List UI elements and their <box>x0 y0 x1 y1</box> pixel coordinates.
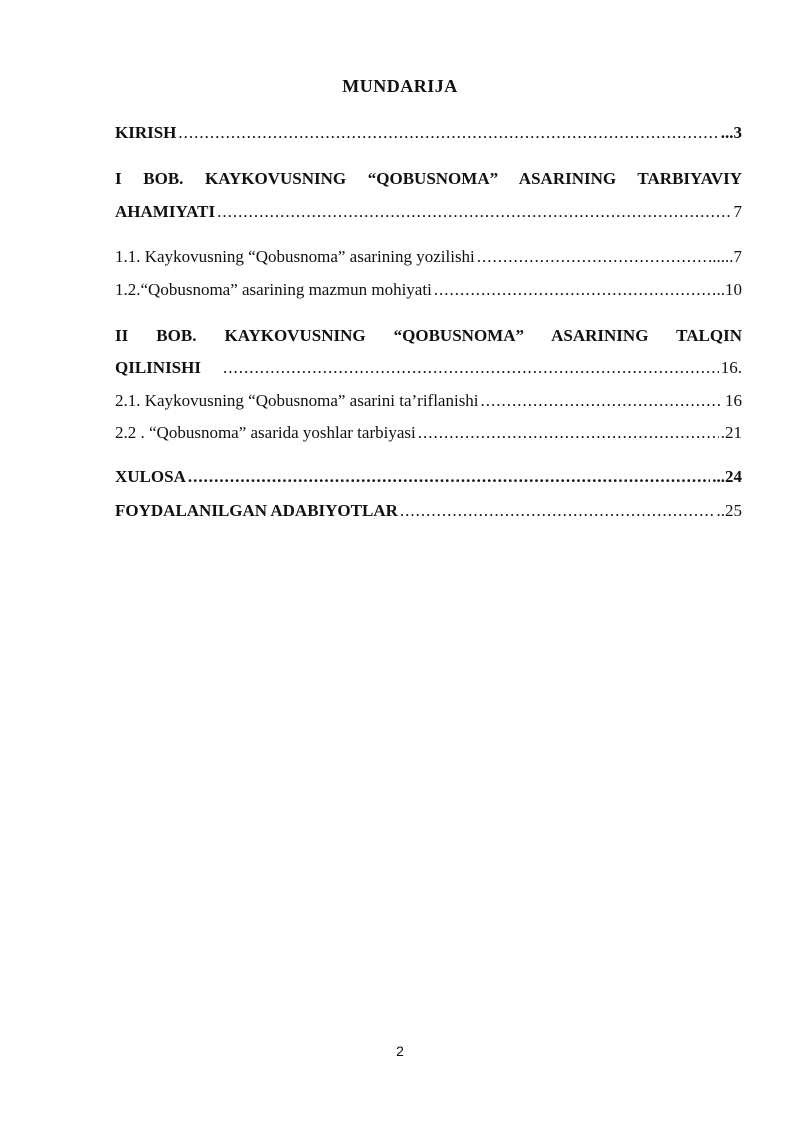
toc-entry-page: ...24 <box>712 467 742 486</box>
toc-entry-page: ...3 <box>720 123 742 142</box>
toc-entry-page: 16 <box>725 391 742 410</box>
toc-entry-page: ......7 <box>708 247 742 266</box>
toc-leader-dots <box>400 500 715 522</box>
toc-entry-label: QILINISHI <box>115 358 201 377</box>
toc-entry-chapter-2 <box>115 357 742 379</box>
toc-title: MUNDARIJA <box>342 76 458 96</box>
toc-leader-dots <box>477 246 706 268</box>
toc-entry-label: 1.2.“Qobusnoma” asarining mazmun mohiyati <box>115 280 432 299</box>
toc-entry-page: ..10 <box>716 280 742 299</box>
toc-entry-label: 2.1. Kaykovusning “Qobusnoma” asarini ta’riflanishi <box>115 391 479 410</box>
toc-entry-label: AHAMIYATI <box>115 202 216 221</box>
toc-entry-label: KIRISH <box>115 123 177 142</box>
toc-entry-page: 7 <box>733 202 742 221</box>
toc-entry-1-2 <box>115 279 742 301</box>
toc-chapter-1-line1: I BOB. KAYKOVUSNING “QOBUSNOMA” ASARINING TARBIYAVIY <box>115 169 742 188</box>
toc-leader-dots <box>217 201 731 223</box>
toc-chapter-2-line1: II BOB. KAYKOVUSNING “QOBUSNOMA” ASARINING TALQIN <box>115 326 742 345</box>
toc-entry-page: ..25 <box>716 501 742 520</box>
toc-entry-label: 1.1. Kaykovusning “Qobusnoma” asarining yozilishi <box>115 247 475 266</box>
toc-leader-dots <box>418 422 719 444</box>
toc-leader-dots <box>481 390 723 412</box>
toc-entry-chapter-1 <box>115 201 742 223</box>
toc-entry-label: FOYDALANILGAN ADABIYOTLAR <box>115 501 398 520</box>
toc-entry-label: XULOSA <box>115 467 186 486</box>
toc-entry-2-2 <box>115 422 742 444</box>
toc-entry-xulosa <box>115 466 742 488</box>
toc-entry-page: .21 <box>720 423 742 442</box>
toc-leader-dots <box>188 466 710 488</box>
page-number: 2 <box>396 1043 404 1059</box>
toc-entry-1-1 <box>115 246 742 268</box>
toc-leader-dots <box>223 357 719 379</box>
toc-entry-label: 2.2 . “Qobusnoma” asarida yoshlar tarbiyasi <box>115 423 416 442</box>
toc-entry-page: 16. <box>720 358 742 377</box>
toc-leader-dots <box>434 279 715 301</box>
toc-entry-references <box>115 500 742 522</box>
toc-leader-dots <box>178 122 718 144</box>
toc-entry-kirish <box>115 122 742 144</box>
toc-entry-2-1 <box>115 390 742 412</box>
